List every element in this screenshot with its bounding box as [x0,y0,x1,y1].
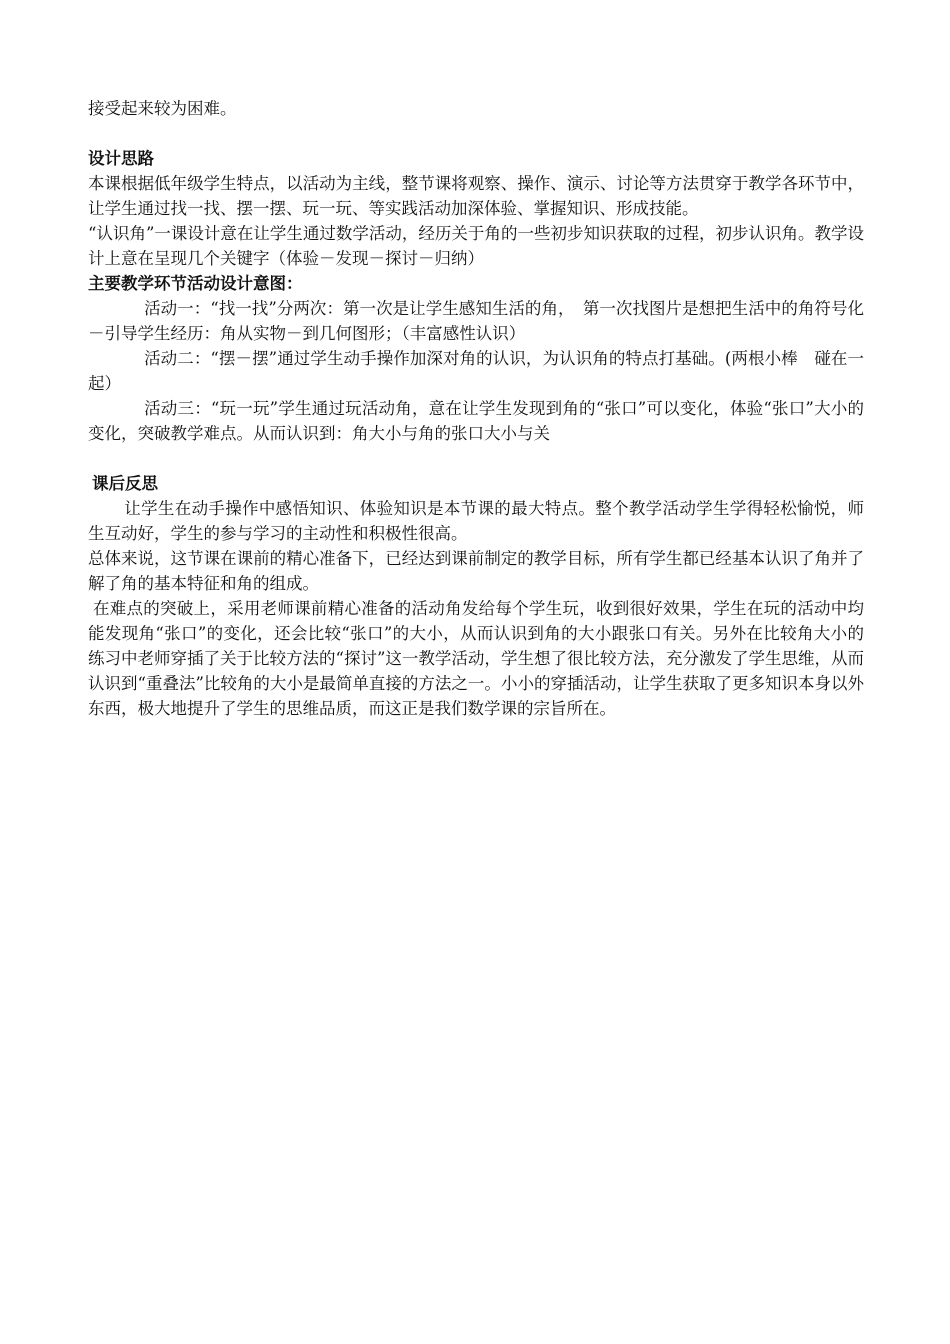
activities-heading: 主要教学环节活动设计意图： [88,274,303,293]
activity-2-paragraph: 活动二：“摆－摆”通过学生动手操作加深对角的认识，为认识角的特点打基础。(两根小棒 碰在一起） [88,349,864,393]
spacer [88,446,864,471]
document-page [88,96,864,721]
activity-3-paragraph: 活动三：“玩一玩”学生通过玩活动角，意在让学生发现到角的“张口”可以变化，体验“张口”大小的变化，突破教学难点。从而认识到：角大小与角的张口大小与关 [88,399,864,443]
reflection-paragraph-3: 在难点的突破上，采用老师课前精心准备的活动角发给每个学生玩，收到很好效果，学生在玩的活动中均能发现角“张口”的变化，还会比较“张口”的大小，从而认识到角的大小跟张口有关。另外在比较角大小的练习中老师穿插了关于比较方法的“探讨”这一教学活动，学生想了很比较方法，充分激发了学生思维，从而认识到“重叠法”比较角的大小是最简单直接的方法之一。小小的穿插活动，让学生获取了更多知识本身以外东西，极大地提升了学生的思维品质，而这正是我们数学课的宗旨所在。 [88,599,864,718]
design-heading: 设计思路 [88,149,154,168]
intro-tail-paragraph: 接受起来较为困难。 [88,99,237,118]
activity-1-paragraph: 活动一：“找一找”分两次：第一次是让学生感知生活的角， 第一次找图片是想把生活中的角符号化－引导学生经历：角从实物－到几何图形；（丰富感性认识） [88,299,864,343]
spacer [88,121,864,146]
reflection-paragraph-1: 让学生在动手操作中感悟知识、体验知识是本节课的最大特点。整个教学活动学生学得轻松愉悦，师生互动好，学生的参与学习的主动性和积极性很高。 [88,499,864,543]
reflection-heading: 课后反思 [92,474,158,493]
reflection-paragraph-2: 总体来说，这节课在课前的精心准备下，已经达到课前制定的教学目标，所有学生都已经基本认识了角并了解了角的基本特征和角的组成。 [88,549,864,593]
design-paragraph-1: 本课根据低年级学生特点，以活动为主线，整节课将观察、操作、演示、讨论等方法贯穿于教学各环节中，让学生通过找一找、摆一摆、玩一玩、等实践活动加深体验、掌握知识、形成技能。 [88,174,864,218]
design-paragraph-2: “认识角”一课设计意在让学生通过数学活动，经历关于角的一些初步知识获取的过程，初步认识角。教学设计上意在呈现几个关键字（体验－发现－探讨－归纳） [88,224,864,268]
